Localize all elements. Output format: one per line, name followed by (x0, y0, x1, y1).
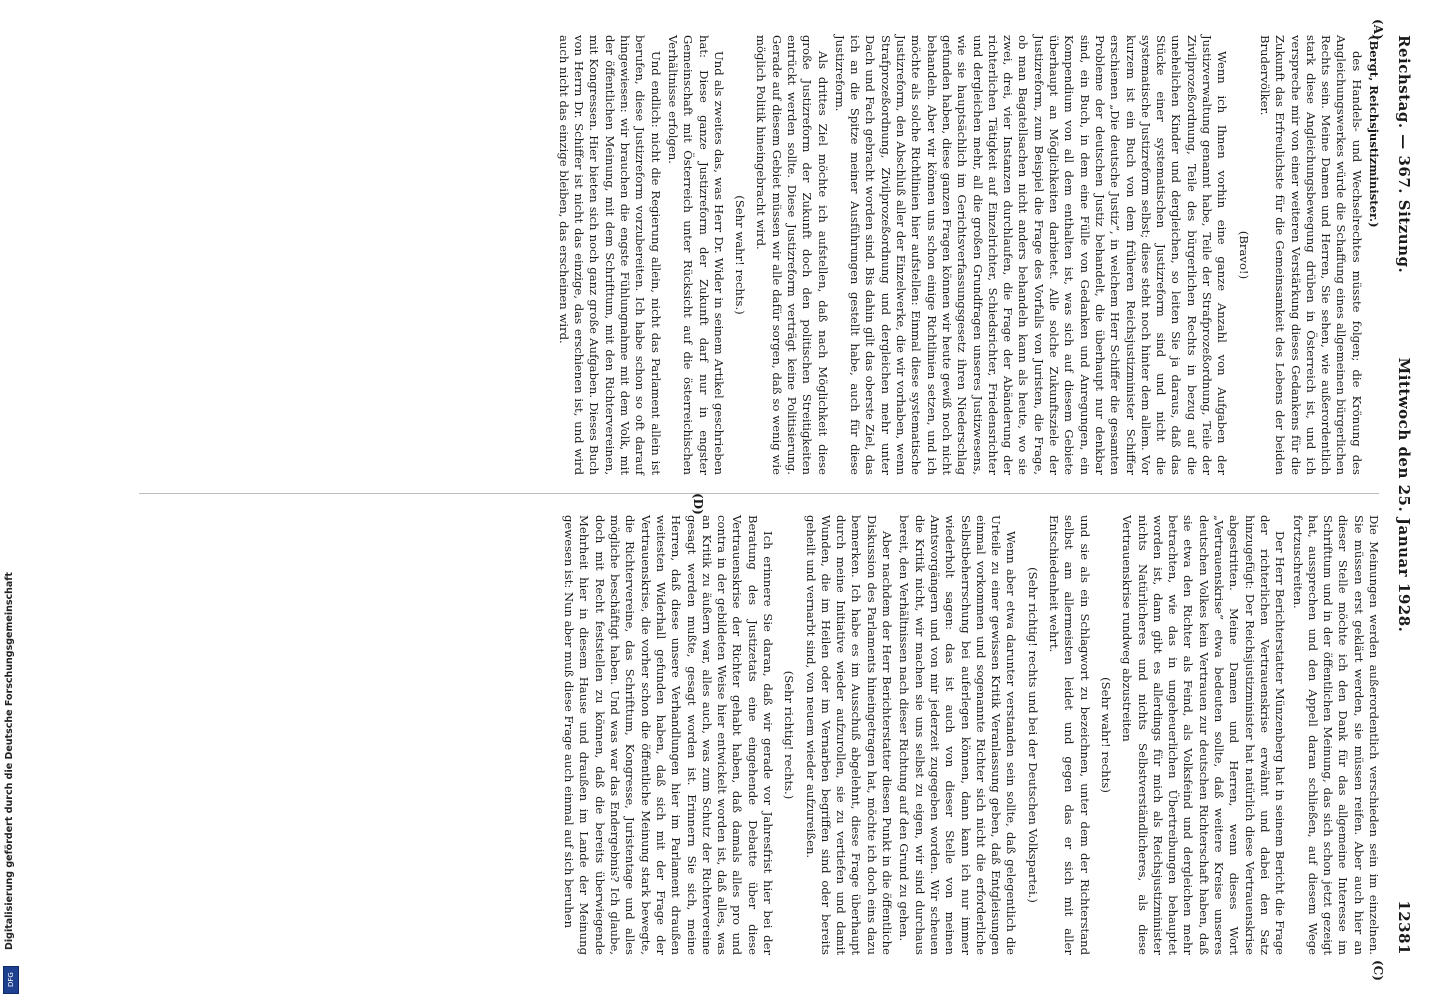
paragraph: Wenn aber etwa darunter verstanden sein sollte, daß gelegentlich die Urteile zu einer gewissen Kritik Veranlassung geben, daß Entgleisungen einmal vorkommen und sogenannte Richter sich nicht die erforderliche Selbstbeherrschung bei auferlegen können, dann kann ich nur immer wiederholt sagen: das ist auch von dieser Stelle von meinen Amtsvorgängern und von mir jederzeit zugegeben worden. Wir scheuen die Kritik nicht, wir machen sie uns selbst zu eigen, wir sind durchaus bereit, den Verhältnissen nach dieser Richtung auf den Grund zu gehen. (897, 515, 1019, 955)
margin-marker-a: (A) (1371, 19, 1385, 40)
paragraph: Wenn ich Ihnen vorhin eine ganze Anzahl von Aufgaben der Justizverwaltung genannt habe, Teile der Strafprozeßordnung, Teile der Zivilprozeßordnung, Teile des bürgerlichen Rechts in bezug auf die unehelichen Kinder und dergleichen, so leiten Sie ja daraus, daß das Stücke einer systematischen Justizreform sind und nicht die systematische Justizreform selbst; diese steht noch hinter dem allem. Vor kurzem ist ein Buch von dem früheren Reichsjustizminister Schiffer erschienen „Die deutsche Justiz“, in welchem Herr Schiffer die gesamten Probleme der deutschen Justiz behandelt, die überhaupt nur denkbar sind, ein Buch, in dem eine Fülle von Gedanken und Anregungen, ein Kompendium von all dem enthalten ist, was sich auf diesem Gebiete überhaupt an Möglichkeiten darbietet. Alle solche Zukunftsziele der Justizreform, zum Beispiel die Frage des Vorfalls von Juristen, die Frage, ob man Bagatellsachen nicht anders behandeln kann als heute, wo sie zwei, drei, vier Instanzen durchlaufen, die Frage der Abänderung der richterlichen Tätigkeit auf Einzelrichter, Schiedsrichter, Friedensrichter und dergleichen mehr, all die großen Grundfragen unseres Justizwesens, wie sie hauptsächlich im Gerichtsverfassungsgesetz ihren Niederschlag gefunden haben, diese ganzen Fragen können wir heute gewiß noch nicht behandeln. Aber wir können uns schon einige Richtlinien setzen, und ich möchte als solche Richtlinien hier aufstellen: Einmal diese systematische Justizreform, den Abschluß aller der Einzelwerke, die wir vorhaben, wenn Strafprozeßordnung, Zivilprozeßordnung und dergleichen mehr unter Dach und Fach gebracht worden sind. Bis dahin gilt das oberste Ziel, das ich an die Spitze meiner Ausführungen gestellt habe, auch für diese Justizreform. (832, 35, 1230, 475)
paragraph: Und als zweites das, was Herr Dr. Wider in seinem Artikel geschrieben hat: Diese ganze Justizreform der Zukunft darf nur in engster Gemeinschaft mit Österreich unter Rücksicht auf die österreichischen Verhältnisse erfolgen. (665, 35, 726, 475)
paragraph: Als drittes Ziel möchte ich aufstellen, daß nach Möglichkeit diese große Justizreform der Zukunft doch den politischen Streitigkeiten entrückt werden sollte. Diese Justizreform verträgt keine Politisierung. Gerade auf diesem Gebiet müssen wir alle dafür sorgen, daß so wenig wie möglich Politik hineingebracht wird. (754, 35, 830, 475)
dfg-logo (3, 966, 19, 994)
interjection: (Sehr wahr! rechts) (1098, 677, 1113, 793)
text-column-right (559, 515, 1381, 955)
paragraph: Ich erinnere Sie daran, daß wir gerade vor Jahresfrist hier bei der Beratung des Justizetats eine eingehende Debatte über diese Vertrauenskrise der Richter gehabt haben, daß damals alles pro und contra in der gebildeten Weise hier entwickelt worden ist, daß alles, was an Kritik zu äußern war, alles auch, was zum Schutz der Richtervereine gesagt werden mußte, gesagt worden ist. Erinnern Sie sich, meine Herren, daß diese unsere Verhandlungen hier im Parlament draußen weitesten Widerhall gefunden haben, daß sich mit der Frage der Vertrauenskrise, die vorher schon die öffentliche Meinung stark bewegte, die Richtervereine, das Schrifttum, Kongresse, Juristentage und alles mögliche beschäftigt haben. Und was war das Endergebnis? Ich glaube, doch mit Recht feststellen zu können, daß die bereits überwiegende Mehrheit hier in diesem Hause und draußen im Lande der Meinung gewesen ist: Nun aber muß diese Frage auch einmal auf sich beruhen (562, 515, 776, 955)
digitization-credit-bar (0, 0, 24, 1000)
header-date: Mittwoch den 25. Januar 1928. (1395, 357, 1413, 633)
interjection: (Bravo!) (1236, 230, 1251, 280)
margin-marker-c: (C) (1371, 960, 1385, 981)
margin-marker-d: (D) (691, 493, 705, 515)
paragraph: und sie als ein Schlagwort zu bezeichnen, unter dem der Richterstand selbst am allermeisten leidet und gegen das er sich mit aller Entschiedenheit wehrt. (1047, 515, 1092, 955)
interjection: (Sehr richtig! rechts und bei der Deutschen Volkspartei.) (1025, 567, 1040, 903)
interjection: (Sehr wahr! rechts.) (733, 195, 748, 315)
document-page (110, 15, 1425, 981)
paragraph: des Handels- und Wechselrechtes müsste folgen; die Krönung des Angleichungswerkes würde die Schaffung eines allgemeinen bürgerlichen Rechts sein. Meine Damen und Herren, Sie sehen, wie außerordentlich stark diese Angleichungsbewegung drüben in Österreich ist, und ich verspreche mir von einer weiteren Verstärkung dieses Gedankens für die Zukunft das Erfreulichste für die Gemeinsamkeit des Lebens der beiden Brudervölker. (1257, 35, 1364, 475)
paragraph: Die Meinungen werden außerordentlich verschieden sein im einzelnen. Sie müssen erst geklärt werden, sie müssen reifen. Aber auch hier an dieser Stelle möchte ich den Dank für das allgemeine Interesse im Schrifttum und in der öffentlichen Meinung, das sich schon jetzt gezeigt hat, aussprechen und den Appell daran schließen, auf diesem Wege fortzuschreiten. (1290, 515, 1381, 955)
paragraph: Aber nachdem der Herr Berichterstatter diesen Punkt in die öffentliche Diskussion des Parlaments hineingetragen hat, möchte ich doch eins dazu bemerken. Ich habe es im Ausschuß abgelehnt, diese Frage überhaupt durch meine Initiative wieder aufzurollen, sie zu vertiefen und damit Wunden, die im Heilen oder im Vernarben begriffen sind oder bereits geheilt und vernarbt sind, von neuem wieder aufzureißen. (803, 515, 895, 955)
page-header (1385, 35, 1413, 955)
dfg-logo-text: DFG (7, 972, 15, 987)
page-number: 12381 (1395, 900, 1413, 955)
digitization-credit: Digitalisierung gefördert durch die Deutsche Forschungsgemeinschaft (4, 572, 15, 950)
paragraph: Der Herr Berichterstatter Münzenberg hat in seinem Bericht die Frage der richterlichen Vertrauenskrise erwähnt und dabei den Satz hinzugefügt: Der Reichsjustizminister hat natürlich diese Vertrauenskrise abgestritten. Meine Damen und Herren, wenn dieses Wort „Vertrauenskrise“ etwa bedeuten sollte, daß weitere Kreise unseres deutschen Volkes kein Vertrauen zur deutschen Richterschaft haben, daß sie etwa den Richter als Feind, als Volksfeind und dergleichen mehr betrachten, wie das in ungeheuerlichen Übertreibungen behauptet worden ist, dann gibt es allerdings für mich als Reichsjustizminister nichts Natürlicheres und nichts Selbstverständlicheres, als diese Vertrauenskrise rundweg abzustreiten (1120, 515, 1288, 955)
text-column-left (554, 35, 1381, 475)
speaker-line: (Bergt, Reichsjustizminister.) (1367, 35, 1381, 228)
column-divider (139, 493, 1379, 494)
paragraph: Und endlich: nicht die Regierung allein, nicht das Parlament allein ist berufen, diese Justizreform vorzubereiten. Ich habe schon so oft darauf hingewiesen: wir brauchen die engste Fühlungnahme mit dem Volk, mit der öffentlichen Meinung, mit dem Schrifttum, mit den Richtervereinen, mit Kongressen. Hier bieten sich noch ganz große Aufgaben. Dieses Buch von Herrn Dr. Schiffer ist nicht das einzige, das erschienen ist, und wird auch nicht das einzige bleiben, das erscheinen wird. (556, 35, 663, 475)
header-session: Reichstag. — 367. Sitzung. (1395, 35, 1413, 274)
interjection: (Sehr richtig! rechts.) (782, 670, 797, 800)
